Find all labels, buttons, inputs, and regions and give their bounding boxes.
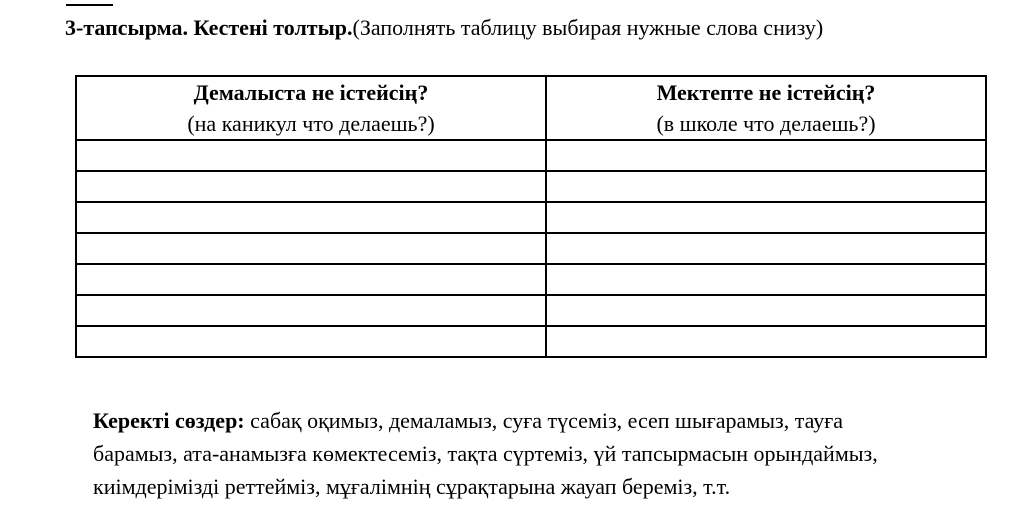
header-school-russian: (в школе что делаешь?) [656, 111, 876, 136]
empty-cell-holiday[interactable] [76, 171, 546, 202]
table-row [76, 171, 986, 202]
empty-cell-school[interactable] [546, 295, 986, 326]
empty-cell-holiday[interactable] [76, 233, 546, 264]
word-bank-line-1-text: сабақ оқимыз, демаламыз, суға түсеміз, есеп шығарамыз, тауға [244, 408, 844, 433]
task-title [65, 14, 823, 42]
word-bank-line-1 [93, 404, 983, 437]
table-row [76, 326, 986, 357]
word-bank-line-3: киімдерімізді реттейміз, мұғалімнің сұрақтарына жауап береміз, т.т. [93, 474, 731, 499]
empty-cell-holiday[interactable] [76, 295, 546, 326]
header-cell-school [546, 76, 986, 140]
fill-in-table [75, 75, 987, 358]
header-cell-holiday [76, 76, 546, 140]
word-bank-line-2: барамыз, ата-анамызға көмектесеміз, тақта сүртеміз, үй тапсырмасын орындаймыз, [93, 441, 878, 466]
empty-cell-school[interactable] [546, 171, 986, 202]
table-header-row [76, 76, 986, 140]
empty-cell-school[interactable] [546, 264, 986, 295]
empty-cell-holiday[interactable] [76, 264, 546, 295]
task-title-regular: (Заполнять таблицу выбирая нужные слова снизу) [352, 15, 824, 40]
empty-cell-school[interactable] [546, 326, 986, 357]
table-row [76, 202, 986, 233]
table-row [76, 233, 986, 264]
empty-cell-holiday[interactable] [76, 140, 546, 171]
empty-cell-school[interactable] [546, 202, 986, 233]
table-body [76, 140, 986, 357]
table-row [76, 264, 986, 295]
table-row [76, 140, 986, 171]
empty-cell-holiday[interactable] [76, 326, 546, 357]
word-bank [93, 404, 983, 503]
task-title-bold: 3-тапсырма. Кестені толтыр. [65, 15, 353, 40]
empty-cell-school[interactable] [546, 233, 986, 264]
header-school-kazakh: Мектепте не істейсің? [656, 80, 876, 105]
header-holiday-kazakh: Демалыста не істейсің? [193, 80, 429, 105]
empty-cell-school[interactable] [546, 140, 986, 171]
header-holiday-russian: (на каникул что делаешь?) [187, 111, 435, 136]
top-rule-line [66, 4, 113, 6]
table-row [76, 295, 986, 326]
empty-cell-holiday[interactable] [76, 202, 546, 233]
word-bank-label: Керекті сөздер: [93, 408, 245, 433]
